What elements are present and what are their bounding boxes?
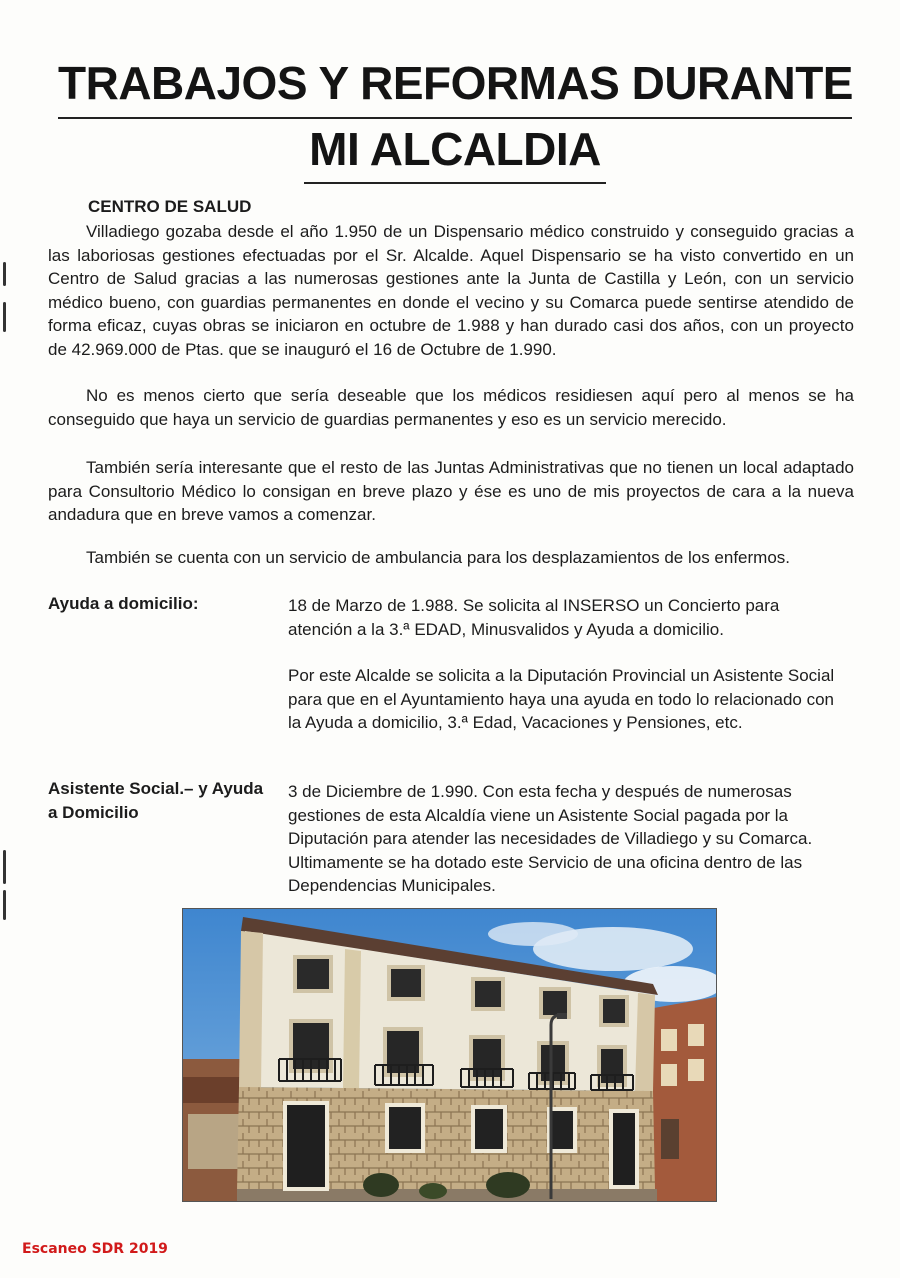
entry-text: 18 de Marzo de 1.988. Se solicita al INSERSO un Concierto para atención a la 3.ª EDAD, Minusvalidos y Ayuda a domicilio. <box>288 596 780 639</box>
binder-mark <box>3 850 6 884</box>
binder-mark <box>3 262 6 286</box>
scan-watermark: Escaneo SDR 2019 <box>22 1241 168 1257</box>
building-photo <box>182 908 717 1202</box>
title-underline <box>58 117 852 119</box>
section-label-ayuda-domicilio: Ayuda a domicilio: <box>48 594 199 613</box>
page-title-line1: TRABAJOS Y REFORMAS DURANTE <box>58 57 853 109</box>
entry-text: 3 de Diciembre de 1.990. Con esta fecha y después de numerosas gestiones de esta Alcaldía viene un Asistente Social pagada por la Diputación para atender las necesidades de Villadiego y su Comarca. Ultimamente se ha dotado este Servicio de una oficina dentro de las Dependencias Municipales. <box>288 782 813 895</box>
binder-mark <box>3 302 6 332</box>
page-title-line2: MI ALCALDIA <box>309 123 601 175</box>
building-illustration <box>183 909 716 1201</box>
paragraph: También se cuenta con un servicio de ambulancia para los desplazamientos de los enfermos. <box>86 548 791 567</box>
section-label-asistente-social: Asistente Social.– y Ayuda a Domicilio <box>48 779 264 822</box>
title-underline <box>304 182 606 184</box>
binder-mark <box>3 890 6 920</box>
paragraph: Villadiego gozaba desde el año 1.950 de un Dispensario médico construido y conseguido gracias a las laboriosas gestiones efectuadas por el Sr. Alcalde. Aquel Dispensario se ha visto convertido en un Centro de Salud gracias a las numerosas gestiones ante la Junta de Castilla y León, con un servicio médico bueno, con guardias permanentes en donde el vecino y su Comarca puede sentirse atendido de forma eficaz, cuyas obras se iniciaron en octubre de 1.988 y han durado casi dos años, con un proyecto de 42.969.000 de Ptas. que se inauguró el 16 de Octubre de 1.990. <box>48 222 854 359</box>
entry-text: Por este Alcalde se solicita a la Diputación Provincial un Asistente Social para que en el Ayuntamiento haya una ayuda en todo lo relacionado con la Ayuda a domicilio, 3.ª Edad, Vacaciones y Pensiones, etc. <box>288 666 835 732</box>
section-heading-centro-salud: CENTRO DE SALUD <box>88 197 252 216</box>
paragraph: No es menos cierto que sería deseable que los médicos residiesen aquí pero al menos se ha conseguido que haya un servicio de guardias permanentes y eso es un servicio merecido. <box>48 386 854 429</box>
paragraph: También sería interesante que el resto de las Juntas Administrativas que no tienen un local adaptado para Consultorio Médico lo consigan en breve plazo y ése es uno de mis proyectos de cara a la nueva andadura que en breve vamos a comenzar. <box>48 458 854 524</box>
